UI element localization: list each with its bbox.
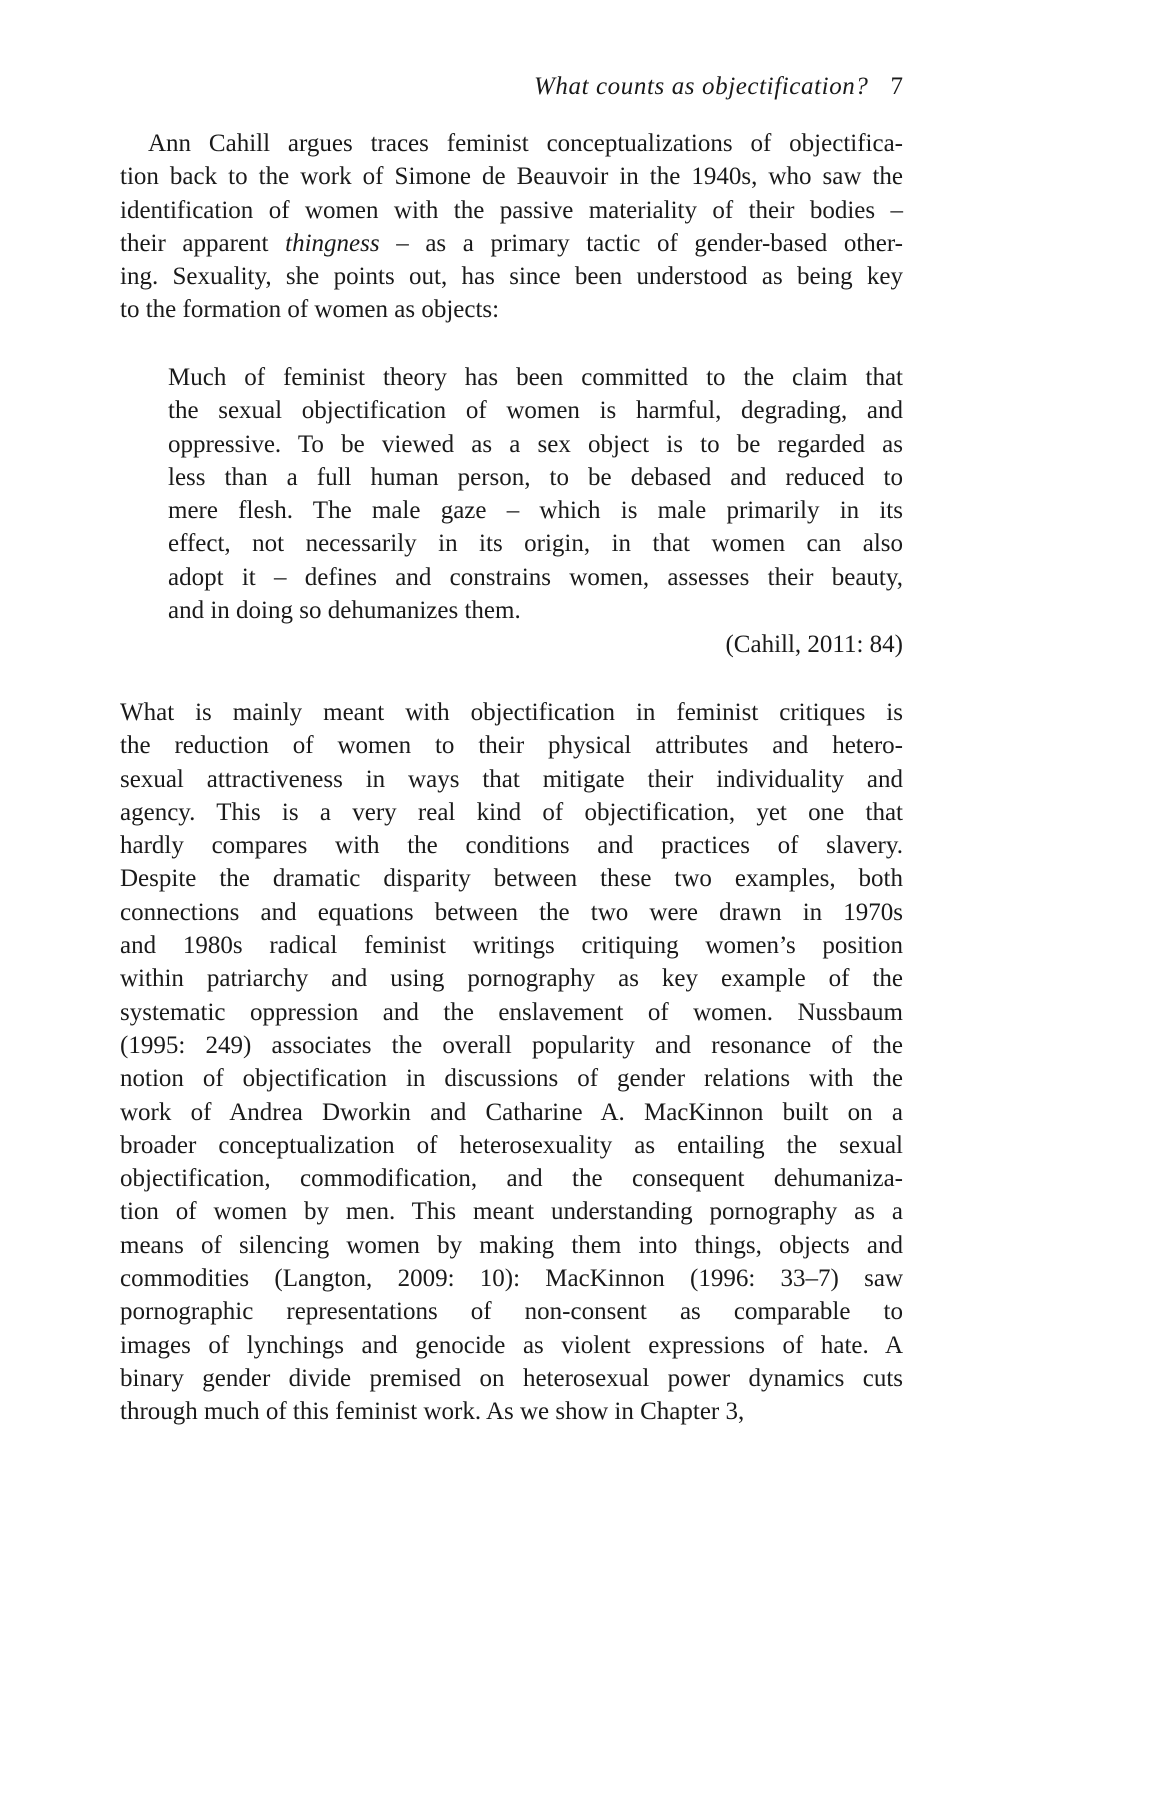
- running-header: [120, 70, 903, 103]
- text-line: oppressive. To be viewed as a sex object is to be regarded as: [168, 430, 903, 458]
- text-line: tion back to the work of Simone de Beauvoir in the 1940s, who saw the: [120, 163, 903, 191]
- text-line: means of silencing women by making them into things, objects and: [120, 1231, 903, 1259]
- page-number: 7: [890, 73, 903, 100]
- text-line: within patriarchy and using pornography as key example of the: [120, 965, 903, 993]
- block-quote: [168, 361, 903, 627]
- text-line: connections and equations between the two were drawn in 1970s: [120, 898, 903, 926]
- text-line: binary gender divide premised on heterosexual power dynamics cuts: [120, 1364, 903, 1392]
- text-line: broader conceptualization of heterosexuality as entailing the sexual: [120, 1131, 903, 1159]
- text-line: adopt it – defines and constrains women, assesses their beauty,: [168, 563, 903, 591]
- text-line: less than a full human person, to be debased and reduced to: [168, 463, 903, 491]
- text-line: their apparent thingness – as a primary tactic of gender-based other-: [120, 229, 904, 257]
- text-line: through much of this feminist work. As we show in Chapter 3,: [120, 1398, 745, 1426]
- text-line: notion of objectification in discussions of gender relations with the: [120, 1065, 903, 1093]
- text-line: sexual attractiveness in ways that mitigate their individuality and: [120, 765, 903, 793]
- text-line: and 1980s radical feminist writings critiquing women’s position: [120, 932, 903, 960]
- running-header-title: What counts as objectification?: [533, 73, 869, 100]
- text-line: commodities (Langton, 2009: 10): MacKinnon (1996: 33–7) saw: [120, 1265, 903, 1293]
- text-line: agency. This is a very real kind of objectification, yet one that: [120, 798, 903, 826]
- text-line: tion of women by men. This meant understanding pornography as a: [120, 1198, 903, 1226]
- text-line: images of lynchings and genocide as violent expressions of hate. A: [120, 1331, 903, 1359]
- text-line: Despite the dramatic disparity between these two examples, both: [120, 865, 903, 893]
- paragraph-2: [120, 696, 903, 1429]
- text-line: objectification, commodification, and the consequent dehumaniza-: [120, 1165, 903, 1193]
- paragraph-1: [120, 127, 903, 327]
- text-line: Ann Cahill argues traces feminist conceptualizations of objectifica-: [148, 130, 903, 157]
- text-line: (1995: 249) associates the overall popularity and resonance of the: [120, 1031, 903, 1059]
- quote-citation: (Cahill, 2011: 84): [725, 631, 903, 658]
- text-line: ing. Sexuality, she points out, has since been understood as being key: [120, 263, 903, 291]
- text-line: to the formation of women as objects:: [120, 296, 500, 324]
- text-line: What is mainly meant with objectification in feminist critiques is: [120, 699, 903, 726]
- text-line: mere flesh. The male gaze – which is male primarily in its: [168, 497, 903, 525]
- text-line: Much of feminist theory has been committed to the claim that: [168, 364, 903, 391]
- text-line: and in doing so dehumanizes them.: [168, 597, 521, 625]
- text-line: identification of women with the passive materiality of their bodies –: [120, 196, 903, 224]
- text-line: effect, not necessarily in its origin, in that women can also: [168, 530, 903, 558]
- text-line: pornographic representations of non-consent as comparable to: [120, 1298, 903, 1326]
- text-line: the sexual objectification of women is harmful, degrading, and: [168, 397, 903, 425]
- italic-term: thingness: [285, 229, 380, 257]
- text-line: systematic oppression and the enslavement of women. Nussbaum: [120, 998, 903, 1026]
- text-line: hardly compares with the conditions and practices of slavery.: [120, 832, 903, 860]
- text-line: work of Andrea Dworkin and Catharine A. MacKinnon built on a: [120, 1098, 903, 1126]
- text-line: the reduction of women to their physical attributes and hetero-: [120, 732, 903, 760]
